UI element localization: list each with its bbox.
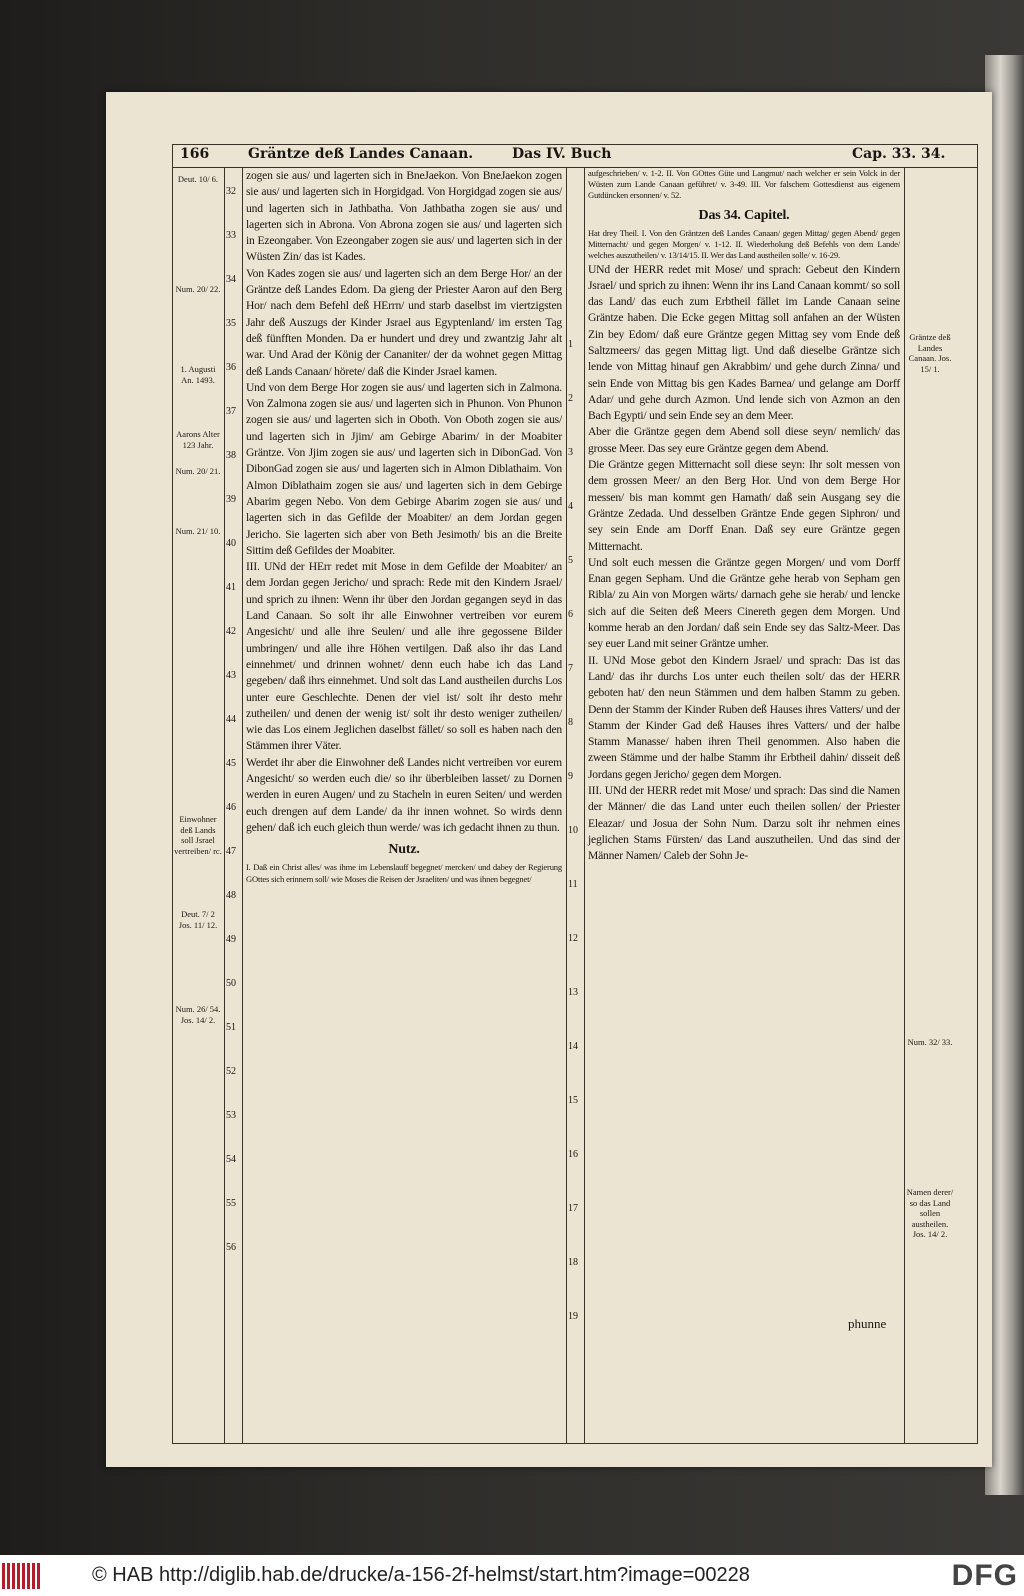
margin-note: Num. 20/ 21.: [175, 466, 221, 476]
dfg-logo: DFG: [951, 1559, 1018, 1592]
header-book-title: Das IV. Buch: [512, 146, 612, 162]
verse-number: 36: [226, 362, 236, 373]
verse-number: 33: [226, 230, 236, 241]
rule-left-verse: [242, 168, 243, 1444]
margin-note: Num. 26/ 54. Jos. 14/ 2.: [175, 1004, 221, 1025]
verse-number: 42: [226, 626, 236, 637]
verse-number: 10: [568, 825, 578, 836]
catchword: phunne: [848, 1316, 887, 1331]
left-margin-notes: [174, 174, 222, 1424]
paragraph: UNd der HERR redet mit Mose/ und sprach: Gebeut den Kindern Jsrael/ und sprich zu ihnen: Wenn ihr ins Land Canaan kommt/ so soll das Land/ das euch zum Erbtheil fället im Lande Canaan seine Gräntze haben. Die Ecke gegen Mittag soll anfahen an der Wüsten Zin bey Edom/ daß eure Gräntze gegen Mittag sey vom Ende deß Saltzmeers/ das gegen Mittag ligt. Und daß dieselbe Gräntze sich lende von Mittag hinauf gen Akrabbim/ und gehe durch Zinna/ und sein Ende von Mittag bis gen Kades Barnea/ und gelange am Dorff Adar/ und gehe durch Azmon. Und lende sich von Azmon an den Bach Egypti/ und sein Ende sey an dem Meer.: [588, 262, 900, 423]
verse-number: 5: [568, 555, 573, 566]
margin-note: Deut. 10/ 6.: [177, 174, 219, 184]
book-page: [106, 92, 992, 1467]
verse-number: 53: [226, 1110, 236, 1121]
verse-number: 9: [568, 771, 573, 782]
margin-note: Aarons Alter 123 Jahr.: [176, 429, 220, 450]
right-margin-notes: [906, 332, 954, 1332]
nutz-text: I. Daß ein Christ alles/ was ihme im Lebenslauff begegnet/ mercken/ und dabey der Regierung GOttes sich erinnern soll/ wie Moses die Reisen der Jsraeliten/ und was ihnen begegnet/: [246, 862, 562, 884]
verse-number: 43: [226, 670, 236, 681]
paragraph: Und von dem Berge Hor zogen sie aus/ und lagerten sich in Zalmona. Von Zalmona zogen sie aus/ und lagerten sich in Phunon. Von Phunon zogen sie aus/ und lagerten sich in Oboth. Von Oboth zogen sie aus/ und lagerten sich in Jjim/ am Gebirge Abarim/ in der Moabiter Gräntze. Von Jjim zogen sie aus/ und lagerten sich in DibonGad. Von DibonGad zogen sie aus/ und lagerten sich in Almon Diblathaim. Von Almon Diblathaim zogen sie aus/ und lagerten sich in dem Gebirge Abarim gegen Nebo. Von dem Gebirge Abarim zogen sie aus/ und lagerten sich in das Gefilde der Moabiter/ an dem Jordan gegen Jericho. Sie lagerten sich aber von Beth Jesimoth/ bis an die Breite Sittim deß Gefildes der Moabiter.: [246, 380, 562, 557]
margin-note: Deut. 7/ 2 Jos. 11/ 12.: [178, 909, 218, 930]
verse-number: 49: [226, 934, 236, 945]
chapter-summary: Hat drey Theil. I. Von den Gräntzen deß Landes Canaan/ gegen Mittag/ gegen Abend/ gegen Mitternacht/ und gegen Morgen/ v. 1-12. II. Wiederholung deß Befehls von dem Lande/ welches auszutheilen/ v. 13/14/15. II. Wer das Land austheilen solle/ v. 16-29.: [588, 227, 900, 261]
rule-center: [566, 168, 567, 1444]
verse-number: 13: [568, 987, 578, 998]
page-number: 166: [180, 146, 210, 162]
verse-number: 52: [226, 1066, 236, 1077]
paragraph: III. UNd der HErr redet mit Mose in dem Gefilde der Moabiter/ an dem Jordan gegen Jericho/ und sprach: Rede mit den Kindern Jsrael/ und sprich zu ihnen: Wenn ihr über den Jordan gegangen seyd in das Land Canaan. So solt ihr alle Einwohner vertreiben vor eurem Angesicht/ und alle ihre Seulen/ und alle ihre gegossene Bilder umbringen/ und alle ihre Höhen vertilgen. Daß also ihr das Land einnehmet/ und drinnen wohnet/ denn euch habe ich das Land gegeben/ daß ihrs einnehmet. Und solt das Land austheilen durchs Los unter eure Geschlechte. Denen der viel ist/ solt ihr desto mehr zutheilen/ und denen der wenig ist/ solt ihr desto weniger zutheilen/ wie das Los einem Jeglichen daselbst fället/ so soll es haben nach den Stämmen ihrer Väter.: [246, 560, 562, 753]
verse-number: 32: [226, 186, 236, 197]
verse-number: 55: [226, 1198, 236, 1209]
verse-number: 1: [568, 339, 573, 350]
margin-note: Namen derer/ so das Land sollen austheilen. Jos. 14/ 2.: [906, 1187, 954, 1239]
header-chapter: Cap. 33. 34.: [852, 146, 946, 162]
verse-number: 19: [568, 1311, 578, 1322]
margin-note: Gräntze deß Landes Canaan. Jos. 15/ 1.: [908, 332, 952, 374]
paragraph: zogen sie aus/ und lagerten sich in BneJaekon. Von BneJaekon zogen sie aus/ und lagerten sich in Horgidgad. Von Horgidgad zogen sie aus/ und lagerten sich in Jathbatha. Von Jathbatha zogen sie aus/ und lagerten sich in Abrona. Von Abrona zogen sie aus/ und lagerten sich in Ezeongaber. Von Ezeongaber zogen sie aus/ und lagerten sich in der Wüsten Zin/ das ist Kades.: [246, 169, 562, 264]
verse-number: 17: [568, 1203, 578, 1214]
paragraph: Von Kades zogen sie aus/ und lagerten sich an dem Berge Hor/ an der Gräntze deß Landes Edom. Da gieng der Priester Aaron auf den Berg Hor/ nach dem Befehl deß HErrn/ und starb daselbst im viertzigsten Jahr deß Auszugs der Kinder Jsrael aus Egyptenland/ im ersten Tag deß fünfften Monden. Da er hundert und drey und zwantzig Jahr alt war. Und Arad der König der Cananiter/ der da wohnet gegen Mittag deß Lands Canaan/ hörete/ daß die Kinder Jsrael kamen.: [246, 266, 562, 378]
verse-number: 50: [226, 978, 236, 989]
verse-number: 41: [226, 582, 236, 593]
nutz-heading: Nutz.: [388, 842, 420, 858]
margin-note: Einwohner deß Lands soll Jsrael vertreiben/ rc.: [174, 814, 222, 856]
left-text-column: [246, 168, 562, 1408]
verse-number: 7: [568, 663, 573, 674]
verse-number: 2: [568, 393, 573, 404]
rule-left-margin: [224, 168, 225, 1444]
verse-number: 8: [568, 717, 573, 728]
right-verse-numbers: [568, 337, 584, 1337]
paragraph: II. UNd Mose gebot den Kindern Jsrael/ und sprach: Das ist das Land/ das ihr durchs Los unter euch theilen solt/ das der HERR geboten hat/ den neun Stämmen und dem halben Stamm zu geben. Denn der Stamm der Kinder Ruben deß Hauses ihres Vatters/ und der Stamm der Kinder Gad deß Hauses ihres Vatters/ und der halbe Stamm Manasse/ haben ihren Theil genommen. Also haben die zween Stämme und der halbe Stamm ihr Erbtheil dahin/ disseit deß Jordans gegen Jericho/ gegen dem Morgen.: [588, 653, 900, 781]
header-left-title: Gräntze deß Landes Canaan.: [248, 146, 474, 162]
verse-number: 14: [568, 1041, 578, 1052]
right-text-column: [588, 168, 900, 1418]
margin-note: Num. 32/ 33.: [907, 1037, 953, 1047]
verse-number: 11: [568, 879, 578, 890]
verse-number: 46: [226, 802, 236, 813]
rule-right-verse: [584, 168, 585, 1444]
viewer-footer: [0, 1555, 1024, 1596]
verse-number: 45: [226, 758, 236, 769]
verse-number: 6: [568, 609, 573, 620]
verse-number: 40: [226, 538, 236, 549]
running-header: [172, 144, 978, 168]
rule-right-margin: [904, 168, 905, 1444]
margin-note: Num. 21/ 10.: [175, 526, 221, 536]
paragraph: Und solt euch messen die Gräntze gegen Morgen/ und vom Dorff Enan gegen Sepham. Und die Gräntze gehe herab von Sepham gen Ribla/ zu Ain von Morgen wärts/ darnach gehe sie herab/ und lencke sich auf die Seiten deß Meers Cinereth gegen dem Morgen. Und komme herab an den Jordan/ daß sein Ende sey das Saltz-Meer. Das sey euer Land mit seiner Gräntze umher.: [588, 555, 900, 651]
verse-number: 15: [568, 1095, 578, 1106]
verse-number: 3: [568, 447, 573, 458]
paragraph: Werdet ihr aber die Einwohner deß Landes nicht vertreiben vor eurem Angesicht/ so werden euch die/ so ihr überbleiben lasset/ zu Dornen werden in euren Augen/ und zu Stacheln in euren Seiten/ und werden euch drengen auf dem Lande/ da ihr innen wohnet. So wirds denn gehen/ daß ich euch gleich thun werde/ was ich gedacht ihnen zu thun.: [246, 755, 562, 834]
verse-number: 48: [226, 890, 236, 901]
paragraph: Aber die Gräntze gegen dem Abend soll diese seyn/ nemlich/ das grosse Meer. Das sey eure Gräntze gegen dem Abend.: [588, 425, 900, 455]
verse-number: 12: [568, 933, 578, 944]
verse-number: 39: [226, 494, 236, 505]
verse-number: 37: [226, 406, 236, 417]
verse-number: 35: [226, 318, 236, 329]
margin-note: 1. Augusti An. 1493.: [180, 364, 216, 385]
library-logo-icon: [2, 1563, 40, 1589]
verse-number: 38: [226, 450, 236, 461]
verse-number: 54: [226, 1154, 236, 1165]
chapter-summary-top: aufgeschrieben/ v. 1-2. II. Von GOttes Güte und Langmut/ nach welcher er sein Volck in der Wüsten zum Lande Canaan geführet/ v. 3-49. III. Vor falschem Gottesdienst aus eigenem Gutdüncken ersonnen/ v. 52.: [588, 168, 900, 201]
margin-note: Num. 20/ 22.: [175, 284, 221, 294]
verse-number: 18: [568, 1257, 578, 1268]
chapter-heading: Das 34. Capitel.: [698, 207, 790, 223]
left-verse-numbers: [226, 184, 242, 1284]
verse-number: 44: [226, 714, 236, 725]
paragraph: Die Gräntze gegen Mitternacht soll diese seyn: Ihr solt messen von dem grossen Meer/ an den Berg Hor. Und von dem Berge Hor messen/ bis man kommt gen Hamath/ daß sein Ausgang sey die Gräntze Zedada. Und desselben Gräntze Ende gegen Siphron/ und sey sein Ende am Dorff Enan. Daß sey eure Gräntze gegen Mitternacht.: [588, 458, 900, 553]
verse-number: 51: [226, 1022, 236, 1033]
source-url[interactable]: © HAB http://diglib.hab.de/drucke/a-156-2f-helmst/start.htm?image=00228: [92, 1564, 750, 1586]
verse-number: 4: [568, 501, 573, 512]
verse-number: 16: [568, 1149, 578, 1160]
verse-number: 34: [226, 274, 236, 285]
verse-number: 56: [226, 1242, 236, 1253]
verse-number: 47: [226, 846, 236, 857]
paragraph: III. UNd der HERR redet mit Mose/ und sprach: Das sind die Namen der Männer/ die das Land unter euch theilen sollen/ der Priester Eleazar/ und Josua der Sohn Num. Darzu solt ihr nehmen eines jeglichen Stams Fürsten/ das Land auszutheilen. Und das sind der Männer Namen/ Caleb der Sohn Je-: [588, 784, 900, 863]
